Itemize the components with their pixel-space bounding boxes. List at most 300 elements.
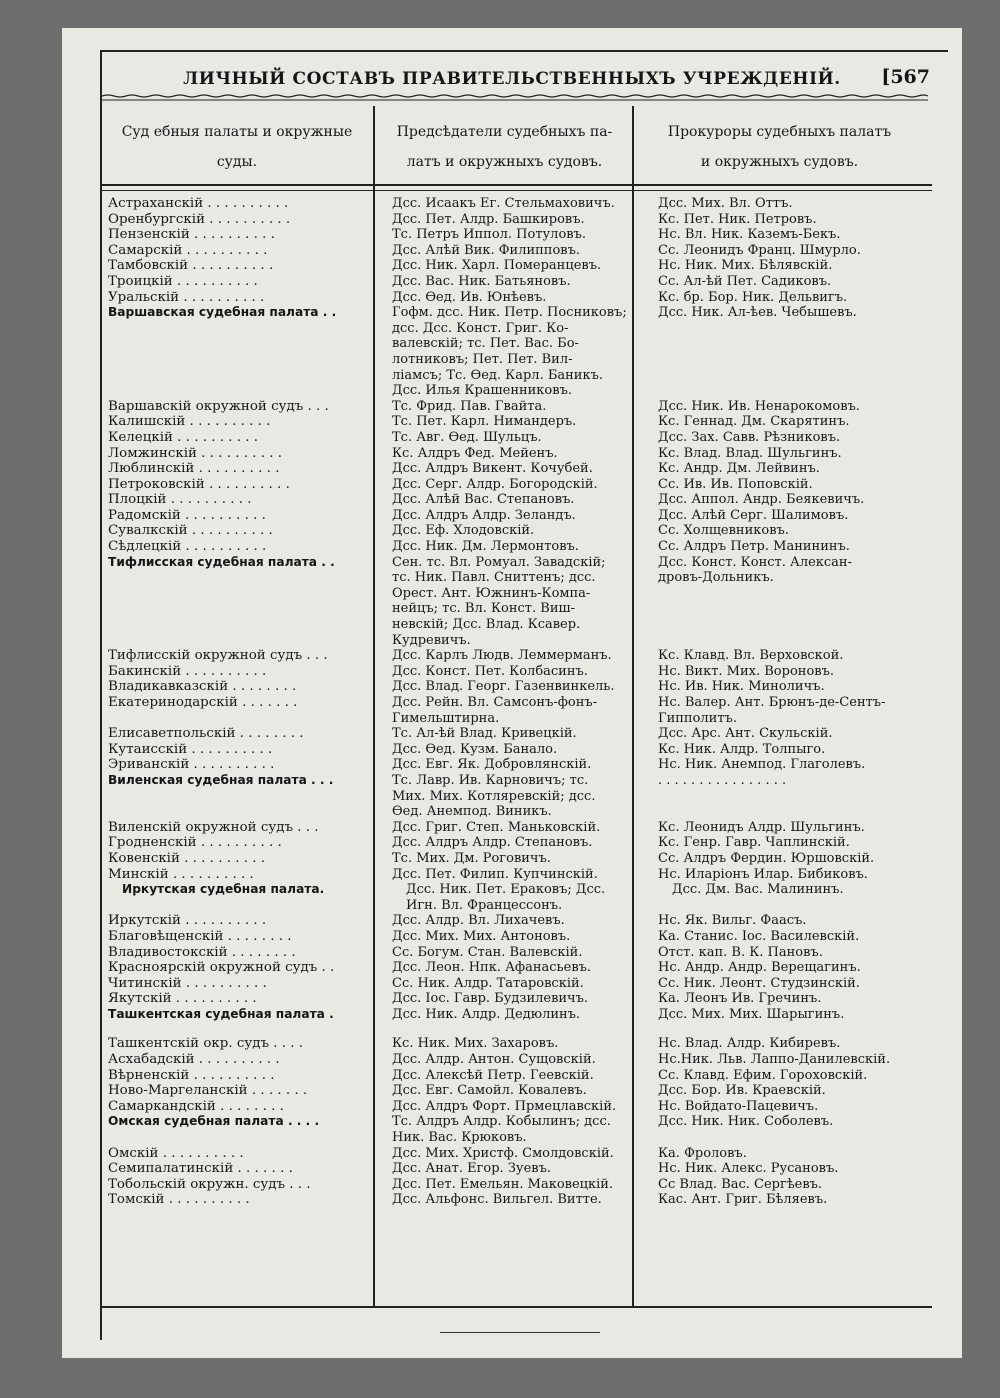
chairman-line: Дсс. Ѳед. Ив. Юнѣевъ.: [392, 289, 547, 305]
chairman-cell: [384, 290, 646, 306]
prosecutor-cell: [650, 430, 932, 446]
prosecutor-cell: [650, 851, 932, 867]
chairman-line: Дсс. Влад. Георг. Газенвинкель.: [392, 679, 615, 695]
table-row: [108, 1192, 938, 1208]
chairman-cell: [384, 1114, 646, 1145]
prosecutor-cell: [650, 1177, 932, 1193]
prosecutor-line: Нс. Войдато-Пацевичъ.: [658, 1098, 819, 1114]
table-row: [108, 742, 938, 758]
chairman-line: Дсс. Пет. Филип. Купчинскій.: [392, 866, 598, 882]
prosecutor-line: Дсс. Ник. Ник. Соболевъ.: [658, 1114, 834, 1130]
court-name: Екатеринодарскій . . . . . . .: [108, 695, 298, 710]
table-row: [108, 446, 938, 462]
table-row: [108, 1007, 938, 1023]
chairman-line: Тс. Фрид. Пав. Гвайта.: [392, 398, 547, 414]
prosecutor-cell: [650, 742, 932, 758]
prosecutor-cell: [650, 664, 932, 680]
prosecutor-cell: [650, 695, 932, 726]
chairman-cell: [398, 882, 660, 913]
chairman-cell: [384, 742, 646, 758]
prosecutor-line: Дсс. Мих. Мих. Шарыгинъ.: [658, 1006, 845, 1022]
court-name: Троицкій . . . . . . . . . .: [108, 273, 258, 289]
table-row: [108, 773, 938, 820]
prosecutor-line: Гипполитъ.: [658, 710, 737, 726]
prosecutor-cell: [650, 1036, 932, 1052]
court-name: Келецкій . . . . . . . . . .: [108, 429, 259, 445]
prosecutor-cell: [650, 477, 932, 493]
prosecutor-line: Дсс. Ник. Ив. Ненарокомовъ.: [658, 398, 860, 414]
prosecutor-line: Сс. Ник. Леонт. Студзинскій.: [658, 975, 860, 991]
chairman-line: лотниковъ; Пет. Пет. Вил-: [392, 351, 573, 367]
court-name: Плоцкій . . . . . . . . . .: [108, 492, 252, 508]
chairman-cell: [384, 695, 646, 726]
table-row: [108, 461, 938, 477]
prosecutor-line: Нс. Иларіонъ Илар. Бибиковъ.: [658, 866, 868, 882]
chairman-line: Дсс. Ник. Дм. Лермонтовъ.: [392, 539, 579, 555]
chairman-line: Кс. Алдръ Фед. Мейенъ.: [392, 445, 558, 461]
court-name: Красноярскій окружной судъ . .: [108, 960, 335, 976]
court-name: Гродненскій . . . . . . . . . .: [108, 835, 282, 851]
prosecutor-line: Кс. Генр. Гавр. Чаплинскій.: [658, 835, 850, 851]
prosecutor-cell: [650, 991, 932, 1007]
page-paper: [62, 28, 962, 1358]
court-name: Иркутскій . . . . . . . . . .: [108, 913, 267, 929]
prosecutor-line: Нс. Андр. Андр. Верещагинъ.: [658, 960, 861, 976]
chairman-line: Тс. Пет. Карл. Нимандеръ.: [392, 414, 577, 430]
prosecutor-cell: [650, 1083, 932, 1099]
prosecutor-line: Нс.Ник. Льв. Лаппо-Данилевскій.: [658, 1052, 891, 1068]
prosecutor-cell: [650, 1052, 932, 1068]
chairman-cell: [384, 305, 646, 399]
table-row: [108, 414, 938, 430]
court-name: Тифлисскій окружной судъ . . .: [108, 648, 328, 664]
court-name: Самаркандскій . . . . . . . .: [108, 1098, 284, 1114]
chairman-line: Сен. тс. Вл. Ромуал. Завадскій;: [392, 554, 606, 570]
court-name: Эриванскій . . . . . . . . . .: [108, 757, 275, 773]
chairman-line: Дсс. Алдр. Вл. Лихачевъ.: [392, 913, 565, 929]
chairman-cell: [384, 430, 646, 446]
court-name: Ташкентская судебная палата .: [108, 1006, 334, 1021]
prosecutor-line: Кс. Андр. Дм. Лейвинъ.: [658, 461, 820, 477]
prosecutor-cell: [650, 555, 932, 586]
chairman-cell: [384, 976, 646, 992]
prosecutor-cell: [650, 726, 932, 742]
chairman-cell: [384, 835, 646, 851]
chairman-line: Дсс. Илья Крашенниковъ.: [392, 383, 572, 399]
chairman-cell: [384, 648, 646, 664]
table-row: [108, 1146, 938, 1162]
table-row: [108, 1161, 938, 1177]
prosecutor-line: Кс. бр. Бор. Ник. Дельвигъ.: [658, 289, 848, 305]
chairman-line: Дсс. Ник. Пет. Ераковъ; Дсс.: [406, 882, 606, 898]
table-row: [108, 1036, 938, 1052]
prosecutor-cell: [650, 757, 932, 773]
court-name: Варшавскій окружной судъ . . .: [108, 398, 329, 414]
table-row: [108, 227, 938, 243]
header-rule: [102, 184, 932, 186]
prosecutor-line: Дсс. Аппол. Андр. Беякевичъ.: [658, 492, 865, 508]
page-header: [102, 62, 930, 96]
chairman-line: Дсс. Алдръ Форт. Прмецлавскій.: [392, 1098, 617, 1114]
prosecutor-line: Кс. Ник. Алдр. Толпыго.: [658, 741, 826, 757]
prosecutor-line: Сс. Ал-ѣй Пет. Садиковъ.: [658, 273, 832, 289]
prosecutor-line: Нс. Викт. Мих. Вороновъ.: [658, 663, 834, 679]
chairman-line: Дсс. Конст. Пет. Колбасинъ.: [392, 663, 588, 679]
prosecutor-line: Дсс. Зах. Савв. Рѣзниковъ.: [658, 429, 841, 445]
chairman-line: Сс. Богум. Стан. Валевскій.: [392, 944, 583, 960]
chairman-cell: [384, 1007, 646, 1023]
prosecutor-cell: [650, 492, 932, 508]
chairman-cell: [384, 1068, 646, 1084]
column-header-prosecutors: Прокуроры судебныхъ палатъ и окружныхъ судовъ.: [667, 124, 892, 170]
court-name: Астраханскій . . . . . . . . . .: [108, 196, 289, 211]
left-frame-rule: [100, 50, 102, 1340]
court-name: Иркутская судебная палата.: [122, 882, 325, 897]
chairman-cell: [384, 523, 646, 539]
prosecutor-line: Нс. Ник. Мих. Бѣлявскій.: [658, 258, 833, 274]
prosecutor-line: Кс. Леонидъ Алдр. Шульгинъ.: [658, 819, 865, 835]
court-name: Ковенскій . . . . . . . . . .: [108, 850, 266, 866]
chairman-cell: [384, 492, 646, 508]
chairman-cell: [384, 851, 646, 867]
prosecutor-cell: [650, 648, 932, 664]
chairman-line: Дсс. Мих. Христф. Смолдовскій.: [392, 1145, 614, 1161]
chairman-line: Дсс. Евг. Як. Добровлянскій.: [392, 757, 592, 773]
header-rule-thin: [102, 190, 932, 191]
chairman-line: Дсс. Алдръ Викент. Кочубей.: [392, 461, 593, 477]
prosecutor-line: Сс. Клавд. Ефим. Гороховскій.: [658, 1067, 868, 1083]
table-row: [108, 820, 938, 836]
prosecutor-cell: [650, 539, 932, 555]
chairman-line: невскій; Дсс. Влад. Ксавер.: [392, 617, 581, 633]
court-name: Читинскій . . . . . . . . . .: [108, 975, 267, 991]
chairman-cell: [384, 726, 646, 742]
table-row: [108, 1052, 938, 1068]
chairman-line: Гофм. дсс. Ник. Петр. Посниковъ;: [392, 305, 627, 321]
chairman-line: Ѳед. Анемпод. Виникъ.: [392, 804, 552, 820]
prosecutor-line: Дсс. Алѣй Серг. Шалимовъ.: [658, 507, 849, 523]
court-name: Омская судебная палата . . . .: [108, 1114, 320, 1129]
chairman-cell: [384, 461, 646, 477]
prosecutor-cell: [650, 1161, 932, 1177]
prosecutor-cell: [650, 1192, 932, 1208]
chairman-line: Игн. Вл. Францессонъ.: [406, 897, 563, 913]
table-row: [108, 945, 938, 961]
chairman-cell: [384, 1146, 646, 1162]
table-row: [108, 523, 938, 539]
court-name: Тифлисская судебная палата . .: [108, 554, 335, 569]
prosecutor-line: Дсс. Арс. Ант. Скульскій.: [658, 726, 833, 742]
table-row: [108, 757, 938, 773]
chairman-cell: [384, 757, 646, 773]
court-name: Владикавказскій . . . . . . . .: [108, 679, 297, 695]
prosecutor-line: Сс. Ив. Ив. Поповскій.: [658, 476, 813, 492]
table-row: [108, 726, 938, 742]
chairman-line: Дсс. Алѣй Вас. Степановъ.: [392, 492, 575, 508]
chairman-line: Дсс. Еф. Хлодовскій.: [392, 523, 535, 539]
chairman-cell: [384, 664, 646, 680]
court-name: Петроковскій . . . . . . . . . .: [108, 476, 290, 492]
chairman-line: Дсс. Евг. Самойл. Ковалевъ.: [392, 1083, 587, 1099]
prosecutor-cell: [650, 1099, 932, 1115]
chairman-cell: [384, 820, 646, 836]
chairman-line: Сс. Ник. Алдр. Татаровскій.: [392, 975, 584, 991]
table-row: [108, 430, 938, 446]
table-row: [108, 913, 938, 929]
table-row: [108, 305, 938, 399]
court-name: Ломжинскій . . . . . . . . . .: [108, 445, 283, 461]
prosecutor-cell: [650, 399, 932, 415]
chairman-line: ліамсъ; Тс. Ѳед. Карл. Баникъ.: [392, 367, 603, 383]
table-row: [108, 274, 938, 290]
chairman-cell: [384, 913, 646, 929]
prosecutor-cell: [650, 414, 932, 430]
chairman-line: Дсс. Карлъ Людв. Леммерманъ.: [392, 648, 612, 664]
prosecutor-line: Отст. кап. В. К. Пановъ.: [658, 944, 823, 960]
prosecutor-cell: [650, 976, 932, 992]
chairman-cell: [384, 274, 646, 290]
prosecutor-cell: [650, 1114, 932, 1130]
table-row: [108, 960, 938, 976]
court-name: Виленская судебная палата . . .: [108, 772, 334, 787]
prosecutor-cell: [650, 243, 932, 259]
court-name: Ново-Маргеланскій . . . . . . .: [108, 1083, 308, 1099]
prosecutor-line: Ка. Станис. Іос. Василевскій.: [658, 928, 860, 944]
table-row: [108, 851, 938, 867]
prosecutor-cell: [650, 227, 932, 243]
chairman-cell: [384, 1083, 646, 1099]
court-name: Вѣрненскій . . . . . . . . . .: [108, 1067, 275, 1083]
chairman-line: нейцъ; тс. Вл. Конст. Виш-: [392, 601, 575, 617]
table-bottom-rule: [102, 1306, 932, 1308]
court-name: Сѣдлецкій . . . . . . . . . .: [108, 539, 267, 555]
table-row: [108, 212, 938, 228]
table-row: [108, 399, 938, 415]
court-name: Сувалкскій . . . . . . . . . .: [108, 523, 273, 539]
chairman-line: Кс. Ник. Мих. Захаровъ.: [392, 1036, 559, 1052]
chairman-line: Ник. Вас. Крюковъ.: [392, 1130, 527, 1146]
court-name: Асхабадскій . . . . . . . . . .: [108, 1052, 280, 1068]
table-row: [108, 196, 938, 212]
prosecutor-line: Кс. Влад. Влад. Шульгинъ.: [658, 445, 842, 461]
chairman-cell: [384, 929, 646, 945]
prosecutor-line: Нс. Влад. Алдр. Кибиревъ.: [658, 1036, 841, 1052]
court-name: Люблинскій . . . . . . . . . .: [108, 461, 280, 477]
chairman-line: Дсс. Леон. Нпк. Афанасьевъ.: [392, 960, 592, 976]
chairman-cell: [384, 1192, 646, 1208]
court-table: [108, 196, 938, 1208]
table-row: [108, 508, 938, 524]
prosecutor-line: Сс Влад. Вас. Сергѣевъ.: [658, 1176, 823, 1192]
table-row: [108, 867, 938, 883]
chairman-line: Кудревичъ.: [392, 632, 471, 648]
top-rule: [100, 50, 948, 52]
prosecutor-cell: [650, 835, 932, 851]
table-row: [108, 664, 938, 680]
court-name: Кутаисскій . . . . . . . . . .: [108, 741, 273, 757]
court-name: Омскій . . . . . . . . . .: [108, 1145, 244, 1161]
table-row: [108, 679, 938, 695]
chairman-cell: [384, 945, 646, 961]
prosecutor-line: Сс. Леонидъ Франц. Шмурло.: [658, 242, 861, 258]
chairman-line: Гимельштирна.: [392, 710, 500, 726]
chairman-cell: [384, 539, 646, 555]
court-name: Варшавская судебная палата . .: [108, 305, 337, 320]
chairman-line: Мих. Мих. Котляревскій; дсс.: [392, 788, 596, 804]
table-row: [108, 929, 938, 945]
prosecutor-line: Дсс. Бор. Ив. Краевскій.: [658, 1083, 826, 1099]
chairman-line: Дсс. Исаакъ Ег. Стельмаховичъ.: [392, 196, 615, 211]
chairman-cell: [384, 960, 646, 976]
prosecutor-line: Нс. Ник. Анемпод. Глаголевъ.: [658, 757, 866, 773]
prosecutor-line: Кс. Геннад. Дм. Скарятинъ.: [658, 414, 850, 430]
prosecutor-cell: [650, 820, 932, 836]
chairman-line: Дсс. Григ. Степ. Маньковскій.: [392, 819, 601, 835]
court-name: Благовѣщенскій . . . . . . . .: [108, 928, 292, 944]
prosecutor-line: Дсс. Мих. Вл. Оттъ.: [658, 196, 793, 211]
prosecutor-cell: [650, 212, 932, 228]
court-name: Бакинскій . . . . . . . . . .: [108, 663, 267, 679]
chairman-line: Дсс. Вас. Ник. Батьяновъ.: [392, 273, 571, 289]
chairman-cell: [384, 1099, 646, 1115]
chairman-line: Тс. Авг. Ѳед. Шульцъ.: [392, 429, 542, 445]
chairman-line: Дсс. Серг. Алдр. Богородскій.: [392, 476, 598, 492]
chairman-cell: [384, 477, 646, 493]
table-row: [108, 1083, 938, 1099]
chairman-line: Дсс. Пет. Емельян. Маковецкій.: [392, 1176, 614, 1192]
prosecutor-cell: [650, 960, 932, 976]
court-name: Пензенскій . . . . . . . . . .: [108, 227, 275, 243]
chairman-line: Дсс. Пет. Алдр. Башкировъ.: [392, 211, 585, 227]
chairman-line: валевскій; тс. Пет. Вас. Бо-: [392, 336, 579, 352]
chairman-cell: [384, 258, 646, 274]
prosecutor-line: Дсс. Конст. Конст. Алексан-: [658, 554, 852, 570]
chairman-cell: [384, 1161, 646, 1177]
page-title: ЛИЧНЫЙ СОСТАВЪ ПРАВИТЕЛЬСТВЕННЫХЪ УЧРЕЖДЕНІЙ.: [183, 69, 841, 89]
chairman-line: Тс. Петръ Иппол. Потуловъ.: [392, 227, 586, 243]
prosecutor-cell: [650, 679, 932, 695]
prosecutor-cell: [650, 508, 932, 524]
prosecutor-line: Нс. Ник. Алекс. Русановъ.: [658, 1161, 839, 1177]
prosecutor-cell: [650, 523, 932, 539]
prosecutor-cell: [650, 1007, 932, 1023]
chairman-line: тс. Ник. Павл. Сниттенъ; дсс.: [392, 570, 596, 586]
prosecutor-cell: [650, 929, 932, 945]
chairman-cell: [384, 679, 646, 695]
chairman-line: Дсс. Ник. Алдр. Дедюлинъ.: [392, 1006, 581, 1022]
chairman-line: Дсс. Іос. Гавр. Будзилевичъ.: [392, 991, 589, 1007]
table-row: [108, 835, 938, 851]
prosecutor-cell: [650, 305, 932, 321]
table-row: [108, 258, 938, 274]
prosecutor-cell: [650, 196, 932, 212]
table-row: [108, 477, 938, 493]
chairman-line: Тс. Лавр. Ив. Карновичъ; тс.: [392, 772, 589, 788]
chairman-cell: [384, 1052, 646, 1068]
chairman-line: Дсс. Алдр. Антон. Сущовскій.: [392, 1052, 596, 1068]
chairman-line: Дсс. Алдръ Алдр. Степановъ.: [392, 835, 593, 851]
chairman-line: дсс. Дсс. Конст. Григ. Ко-: [392, 320, 569, 336]
prosecutor-line: Нс. Валер. Ант. Брюнъ-де-Сентъ-: [658, 695, 886, 710]
prosecutor-line: Дсс. Дм. Вас. Малининъ.: [672, 882, 844, 898]
prosecutor-line: Кс. Клавд. Вл. Верховской.: [658, 648, 844, 664]
column-header-courts: Суд ебныя палаты и окружные суды.: [121, 124, 353, 170]
chairman-cell: [384, 414, 646, 430]
table-row: [108, 492, 938, 508]
table-row: [108, 695, 938, 726]
court-name: Семипалатинскій . . . . . . .: [108, 1161, 293, 1177]
chairman-cell: [384, 227, 646, 243]
table-row: [108, 882, 938, 913]
page-number: [567: [881, 66, 930, 88]
court-name: Уральскій . . . . . . . . . .: [108, 289, 265, 305]
column-header-chairmen: Предсѣдатели судебныхъ па- латъ и окружныхъ судовъ.: [396, 124, 613, 170]
prosecutor-cell: [650, 945, 932, 961]
court-name: Минскій . . . . . . . . . .: [108, 866, 254, 882]
prosecutor-line: Кс. Пет. Ник. Петровъ.: [658, 211, 817, 227]
chairman-cell: [384, 212, 646, 228]
table-row: [108, 1114, 938, 1145]
column-headers: [102, 106, 932, 188]
prosecutor-cell: [650, 1146, 932, 1162]
chairman-line: Тс. Мих. Дм. Роговичъ.: [392, 850, 551, 866]
chairman-cell: [384, 1036, 646, 1052]
court-name: Томскій . . . . . . . . . .: [108, 1192, 250, 1208]
prosecutor-line: Нс. Ив. Ник. Миноличъ.: [658, 679, 825, 695]
prosecutor-cell: [650, 258, 932, 274]
prosecutor-line: Сс. Холщевниковъ.: [658, 523, 789, 539]
prosecutor-cell: [650, 913, 932, 929]
chairman-line: Тс. Ал-ѣй Влад. Кривецкій.: [392, 726, 577, 742]
chairman-line: Тс. Алдръ Алдр. Кобылинъ; дсс.: [392, 1114, 611, 1130]
decorative-wavy-rule: [102, 94, 928, 102]
table-row: [108, 976, 938, 992]
court-name: Якутскій . . . . . . . . . .: [108, 991, 257, 1007]
prosecutor-cell: [650, 446, 932, 462]
prosecutor-cell: [650, 461, 932, 477]
table-row: [108, 243, 938, 259]
court-name: Оренбургскій . . . . . . . . . .: [108, 211, 291, 227]
prosecutor-line: . . . . . . . . . . . . . . . .: [658, 772, 787, 788]
prosecutor-line: Ка. Фроловъ.: [658, 1145, 747, 1161]
court-name: Самарскій . . . . . . . . . .: [108, 242, 268, 258]
table-row: [108, 1177, 938, 1193]
court-name: Калишскій . . . . . . . . . .: [108, 414, 271, 430]
chairman-cell: [384, 243, 646, 259]
prosecutor-cell: [650, 867, 932, 883]
chairman-line: Дсс. Алѣй Вик. Филипповъ.: [392, 242, 580, 258]
table-row: [108, 1068, 938, 1084]
chairman-cell: [384, 399, 646, 415]
chairman-line: Дсс. Алексѣй Петр. Геевскій.: [392, 1067, 594, 1083]
chairman-line: Дсс. Рейн. Вл. Самсонъ-фонъ-: [392, 695, 598, 710]
table-row: [108, 555, 938, 649]
chairman-cell: [384, 867, 646, 883]
chairman-cell: [384, 773, 646, 820]
table-row: [108, 991, 938, 1007]
chairman-line: Дсс. Анат. Егор. Зуевъ.: [392, 1161, 551, 1177]
prosecutor-line: Сс. Алдръ Фердин. Юршовскій.: [658, 850, 875, 866]
court-name: Владивостокскій . . . . . . . .: [108, 944, 296, 960]
table-row: [108, 1099, 938, 1115]
prosecutor-cell: [650, 274, 932, 290]
court-name: Виленскій окружной судъ . . .: [108, 819, 319, 835]
chairman-line: Дсс. Альфонс. Вильгел. Витте.: [392, 1192, 602, 1208]
prosecutor-cell: [664, 882, 946, 898]
court-name: Ташкентскій окр. судъ . . . .: [108, 1036, 304, 1052]
footer-rule: [440, 1332, 600, 1333]
court-name: Елисаветпольскій . . . . . . . .: [108, 726, 304, 742]
